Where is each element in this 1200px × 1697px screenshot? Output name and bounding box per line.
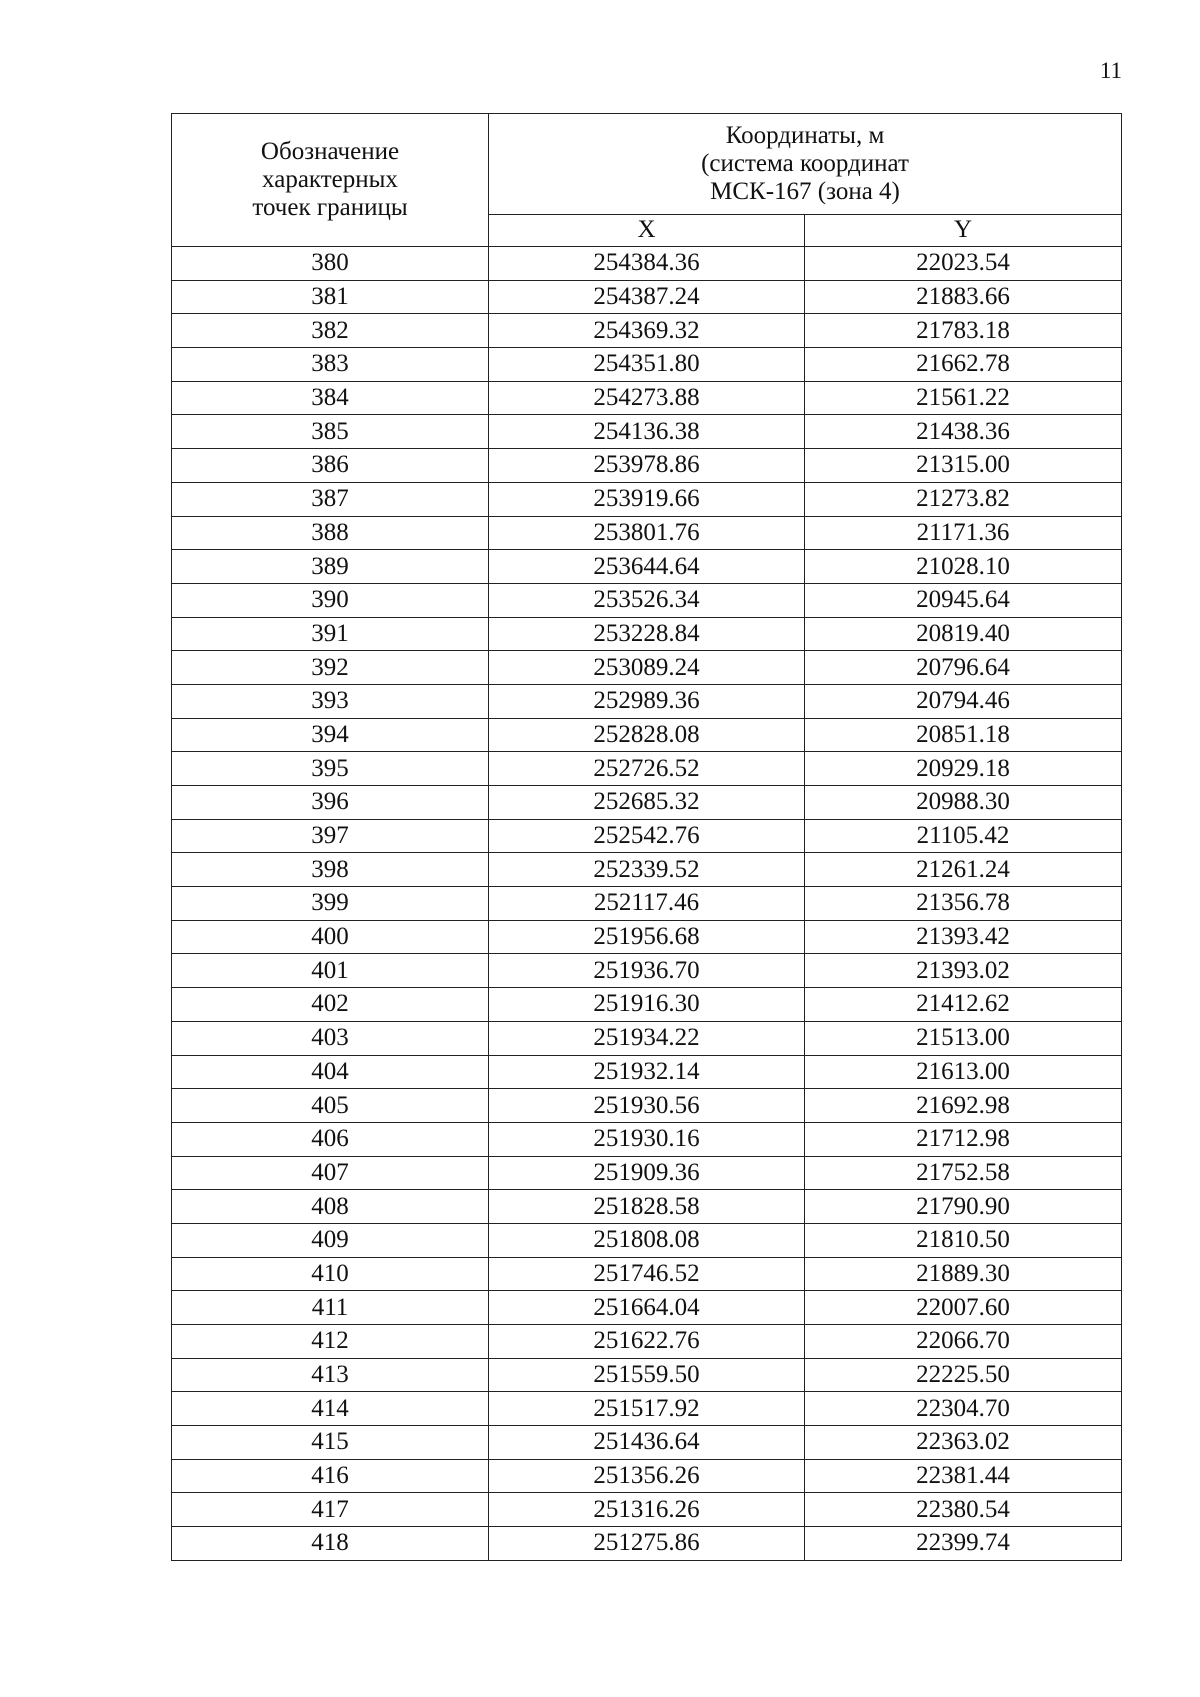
cell-x: 252726.52 (489, 752, 805, 786)
cell-y: 22380.54 (805, 1493, 1122, 1527)
cell-x: 254384.36 (489, 247, 805, 281)
cell-point: 404 (172, 1055, 489, 1089)
cell-y: 22381.44 (805, 1459, 1122, 1493)
cell-y: 21662.78 (805, 348, 1122, 382)
cell-y: 21273.82 (805, 482, 1122, 516)
cell-x: 251828.58 (489, 1190, 805, 1224)
cell-y: 21315.00 (805, 449, 1122, 483)
cell-y: 21513.00 (805, 1021, 1122, 1055)
cell-point: 402 (172, 988, 489, 1022)
header-x: X (489, 214, 805, 247)
cell-x: 251808.08 (489, 1223, 805, 1257)
cell-x: 251746.52 (489, 1257, 805, 1291)
cell-point: 401 (172, 954, 489, 988)
cell-y: 20796.64 (805, 651, 1122, 685)
cell-x: 253644.64 (489, 550, 805, 584)
table-row (172, 887, 1122, 921)
table-row (172, 348, 1122, 382)
table-row (172, 1392, 1122, 1426)
cell-x: 251934.22 (489, 1021, 805, 1055)
cell-y: 21810.50 (805, 1223, 1122, 1257)
cell-y: 22023.54 (805, 247, 1122, 281)
cell-point: 409 (172, 1223, 489, 1257)
cell-x: 251517.92 (489, 1392, 805, 1426)
cell-point: 398 (172, 853, 489, 887)
header-point-line: Обозначение (260, 138, 400, 165)
table-body (172, 247, 1122, 1561)
cell-point: 392 (172, 651, 489, 685)
cell-y: 20794.46 (805, 684, 1122, 718)
cell-point: 399 (172, 887, 489, 921)
cell-x: 254351.80 (489, 348, 805, 382)
cell-point: 412 (172, 1325, 489, 1359)
header-coord-line: МСК-167 (зона 4) (710, 177, 900, 205)
cell-x: 251936.70 (489, 954, 805, 988)
cell-x: 251316.26 (489, 1493, 805, 1527)
cell-x: 253801.76 (489, 516, 805, 550)
cell-y: 22304.70 (805, 1392, 1122, 1426)
table-row (172, 482, 1122, 516)
table-row (172, 684, 1122, 718)
header-coord-line: Координаты, м (725, 121, 885, 149)
header-y: Y (805, 214, 1122, 247)
table-row (172, 1223, 1122, 1257)
cell-y: 21889.30 (805, 1257, 1122, 1291)
table-row (172, 954, 1122, 988)
cell-y: 22225.50 (805, 1358, 1122, 1392)
cell-point: 388 (172, 516, 489, 550)
coordinates-table (171, 113, 1122, 1561)
cell-x: 251909.36 (489, 1156, 805, 1190)
cell-x: 253228.84 (489, 617, 805, 651)
cell-y: 21712.98 (805, 1122, 1122, 1156)
cell-x: 251932.14 (489, 1055, 805, 1089)
cell-point: 417 (172, 1493, 489, 1527)
cell-point: 390 (172, 583, 489, 617)
header-coordinates (489, 114, 1122, 215)
table-row (172, 1055, 1122, 1089)
cell-y: 20929.18 (805, 752, 1122, 786)
cell-x: 253526.34 (489, 583, 805, 617)
cell-y: 21438.36 (805, 415, 1122, 449)
table-row (172, 1190, 1122, 1224)
cell-point: 391 (172, 617, 489, 651)
cell-point: 405 (172, 1089, 489, 1123)
cell-point: 418 (172, 1527, 489, 1561)
table-row (172, 583, 1122, 617)
cell-y: 21105.42 (805, 819, 1122, 853)
cell-y: 22363.02 (805, 1426, 1122, 1460)
table-row (172, 550, 1122, 584)
table-row (172, 1021, 1122, 1055)
header-point-designation (172, 114, 489, 247)
cell-point: 385 (172, 415, 489, 449)
cell-x: 253089.24 (489, 651, 805, 685)
cell-y: 22066.70 (805, 1325, 1122, 1359)
table-row (172, 853, 1122, 887)
table-row (172, 1493, 1122, 1527)
table-row (172, 1122, 1122, 1156)
cell-x: 254369.32 (489, 314, 805, 348)
cell-x: 252685.32 (489, 786, 805, 820)
cell-x: 252542.76 (489, 819, 805, 853)
cell-x: 254387.24 (489, 280, 805, 314)
cell-point: 386 (172, 449, 489, 483)
table-row (172, 280, 1122, 314)
cell-point: 414 (172, 1392, 489, 1426)
header-point-line: характерных (262, 166, 398, 193)
table-row (172, 1459, 1122, 1493)
cell-x: 253919.66 (489, 482, 805, 516)
cell-x: 251930.56 (489, 1089, 805, 1123)
cell-point: 413 (172, 1358, 489, 1392)
cell-y: 20988.30 (805, 786, 1122, 820)
cell-x: 251275.86 (489, 1527, 805, 1561)
table-row (172, 516, 1122, 550)
cell-y: 21790.90 (805, 1190, 1122, 1224)
cell-point: 389 (172, 550, 489, 584)
table-row (172, 1527, 1122, 1561)
table-header (172, 114, 1122, 247)
cell-point: 407 (172, 1156, 489, 1190)
cell-x: 252828.08 (489, 718, 805, 752)
cell-x: 251930.16 (489, 1122, 805, 1156)
cell-y: 21412.62 (805, 988, 1122, 1022)
cell-point: 411 (172, 1291, 489, 1325)
cell-point: 393 (172, 684, 489, 718)
page-number: 11 (1099, 58, 1122, 83)
table-row (172, 718, 1122, 752)
cell-y: 21261.24 (805, 853, 1122, 887)
cell-y: 21692.98 (805, 1089, 1122, 1123)
table-row (172, 1426, 1122, 1460)
cell-point: 403 (172, 1021, 489, 1055)
table-row (172, 988, 1122, 1022)
cell-point: 380 (172, 247, 489, 281)
cell-point: 382 (172, 314, 489, 348)
table-row (172, 1257, 1122, 1291)
cell-point: 406 (172, 1122, 489, 1156)
cell-point: 410 (172, 1257, 489, 1291)
header-point-line: точек границы (252, 194, 408, 221)
table-row (172, 415, 1122, 449)
cell-x: 252117.46 (489, 887, 805, 921)
cell-x: 251436.64 (489, 1426, 805, 1460)
table-row (172, 1156, 1122, 1190)
cell-point: 383 (172, 348, 489, 382)
cell-x: 252339.52 (489, 853, 805, 887)
cell-y: 21883.66 (805, 280, 1122, 314)
cell-y: 21613.00 (805, 1055, 1122, 1089)
table-row (172, 651, 1122, 685)
cell-y: 20819.40 (805, 617, 1122, 651)
table-row (172, 786, 1122, 820)
cell-x: 254136.38 (489, 415, 805, 449)
cell-x: 251356.26 (489, 1459, 805, 1493)
table-row (172, 1325, 1122, 1359)
cell-y: 21393.42 (805, 920, 1122, 954)
cell-y: 21561.22 (805, 381, 1122, 415)
cell-x: 251622.76 (489, 1325, 805, 1359)
cell-point: 397 (172, 819, 489, 853)
cell-x: 251916.30 (489, 988, 805, 1022)
cell-y: 21028.10 (805, 550, 1122, 584)
cell-point: 415 (172, 1426, 489, 1460)
table-row (172, 617, 1122, 651)
cell-y: 22007.60 (805, 1291, 1122, 1325)
cell-point: 395 (172, 752, 489, 786)
cell-point: 394 (172, 718, 489, 752)
cell-y: 21783.18 (805, 314, 1122, 348)
cell-y: 20851.18 (805, 718, 1122, 752)
cell-y: 20945.64 (805, 583, 1122, 617)
cell-point: 384 (172, 381, 489, 415)
cell-y: 21752.58 (805, 1156, 1122, 1190)
header-coord-line: (система координат (701, 149, 909, 177)
table-row (172, 314, 1122, 348)
table-row (172, 920, 1122, 954)
cell-x: 252989.36 (489, 684, 805, 718)
table-row (172, 1089, 1122, 1123)
cell-point: 387 (172, 482, 489, 516)
cell-x: 254273.88 (489, 381, 805, 415)
table-row (172, 752, 1122, 786)
cell-point: 396 (172, 786, 489, 820)
cell-x: 253978.86 (489, 449, 805, 483)
table-row (172, 1291, 1122, 1325)
cell-x: 251956.68 (489, 920, 805, 954)
table-row (172, 449, 1122, 483)
cell-y: 21171.36 (805, 516, 1122, 550)
cell-point: 400 (172, 920, 489, 954)
table-row (172, 381, 1122, 415)
cell-x: 251559.50 (489, 1358, 805, 1392)
cell-point: 416 (172, 1459, 489, 1493)
table-row (172, 819, 1122, 853)
cell-y: 21356.78 (805, 887, 1122, 921)
cell-point: 381 (172, 280, 489, 314)
cell-x: 251664.04 (489, 1291, 805, 1325)
table-row (172, 1358, 1122, 1392)
cell-y: 21393.02 (805, 954, 1122, 988)
cell-point: 408 (172, 1190, 489, 1224)
table-row (172, 247, 1122, 281)
cell-y: 22399.74 (805, 1527, 1122, 1561)
